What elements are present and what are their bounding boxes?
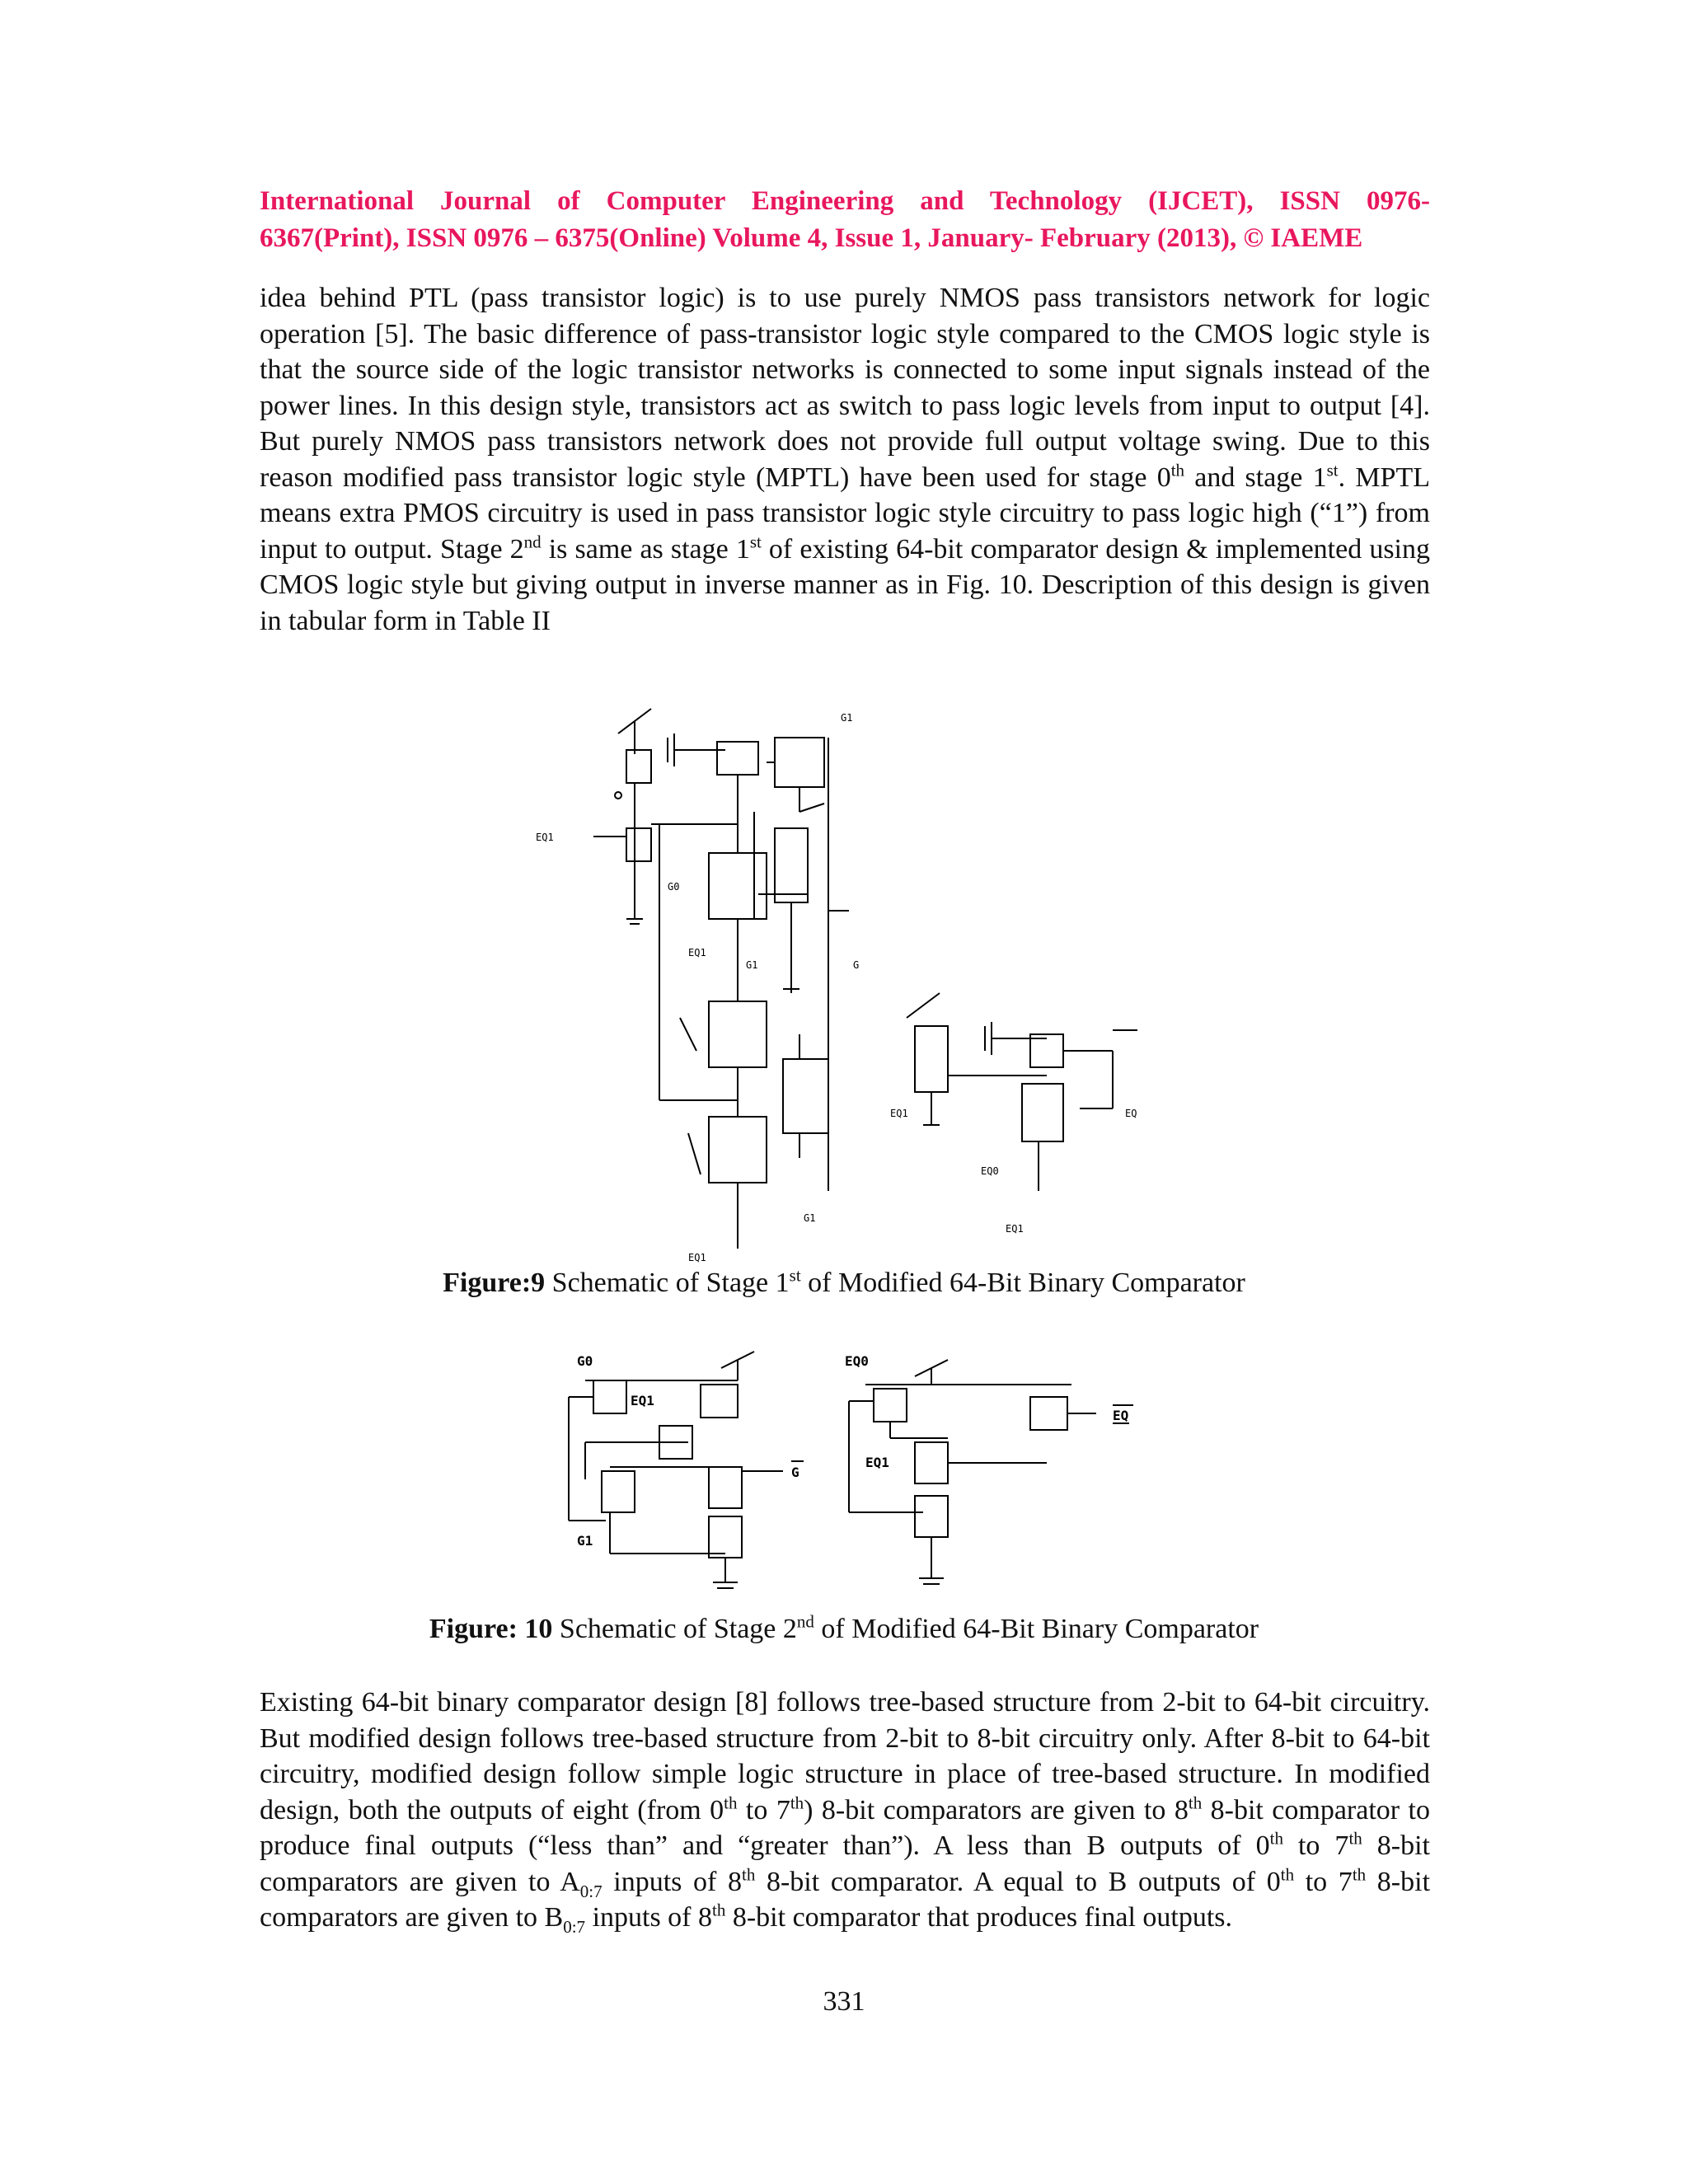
caption-text: of Modified 64-Bit Binary Comparator: [814, 1614, 1259, 1644]
figure-9-caption: [0, 1265, 1688, 1299]
caption-bold: Figure:9: [443, 1268, 546, 1298]
caption-text: Schematic of Stage 2: [552, 1614, 797, 1644]
caption-text: of Modified 64-Bit Binary Comparator: [800, 1268, 1245, 1298]
figure-10-caption: [0, 1611, 1688, 1645]
p2-text: 8-bit comparator. A equal to B outputs of 0: [755, 1866, 1281, 1897]
p2-text: 8-bit comparator to produce final outputs (“less than” and “greater than”). A less than B outputs of 0: [260, 1794, 1430, 1861]
p1-sup: st: [1326, 460, 1339, 480]
fig10-label-eq0: EQ0: [845, 1353, 869, 1369]
p2-sup: th: [1280, 1864, 1295, 1885]
header-line-2: 6367(Print), ISSN 0976 – 6375(Online) Volume 4, Issue 1, January- February (2013), © IAEME: [260, 223, 1363, 253]
fig9-label-eq1-right-bottom: EQ1: [1006, 1223, 1024, 1235]
p1-sup: nd: [523, 532, 542, 552]
p1-text: and stage 1: [1184, 462, 1327, 493]
p2-text: 8-bit comparators are given to B: [260, 1866, 1431, 1933]
fig10-label-eq1-b: EQ1: [865, 1455, 889, 1470]
fig10-label-g0: G0: [577, 1353, 593, 1369]
p2-text: inputs of 8: [602, 1866, 742, 1897]
page-number: 331: [823, 1986, 865, 2017]
body-paragraph-2: [260, 1685, 1430, 1936]
figure-10-schematic: [536, 1347, 1162, 1599]
p2-text: 8-bit comparators are given to A: [260, 1830, 1431, 1897]
fig9-label-g-out: G: [853, 959, 860, 971]
fig10-label-g-bar: G: [791, 1465, 799, 1480]
p2-sup: th: [1269, 1828, 1283, 1849]
figure-9-schematic: [536, 705, 1162, 1265]
p2-text: inputs of 8: [585, 1902, 713, 1933]
journal-header: [260, 183, 1430, 257]
fig9-label-eq-out: EQ: [1125, 1108, 1137, 1119]
caption-sup: nd: [796, 1611, 814, 1632]
fig9-label-eq1-right: EQ1: [890, 1108, 908, 1119]
p1-text: idea behind PTL (pass transistor logic) is to use purely NMOS pass transistors network for logic operation [5]. The basic difference of pass-transistor logic style compared to the CMOS logic style is that the source side of the logic transistor networks is connected to some input signals instead of the power lines. In this design style, transistors act as switch to pass logic levels from input to output [4]. But purely NMOS pass transistors network does not provide full output voltage swing. Due to this reason modified pass transistor logic style (MPTL) have been used for stage 0: [260, 283, 1430, 493]
p2-sup: th: [1348, 1828, 1362, 1849]
fig9-label-eq0: EQ0: [981, 1165, 999, 1177]
p2-sup: th: [1188, 1793, 1203, 1813]
p2-text: Existing 64-bit binary comparator design [8] follows tree-based structure from 2-bit to 64-bit circuitry. But modified design follows tree-based structure from 2-bit to 8-bit circuitry only. After 8-bit to 64-bit circuitry, modified design follow simple logic structure in place of tree-based structure. In modified design, both the outputs of eight (from 0: [260, 1687, 1430, 1825]
p1-sup: th: [1170, 460, 1185, 480]
fig10-label-eq1-a: EQ1: [631, 1393, 654, 1408]
p2-text: to 7: [1282, 1830, 1349, 1861]
caption-text: Schematic of Stage 1: [545, 1268, 790, 1298]
caption-sup: st: [789, 1265, 801, 1286]
p2-text: 8-bit comparator that produces final outputs.: [725, 1902, 1233, 1933]
fig9-label-g0: G0: [668, 881, 680, 893]
p2-sup: th: [741, 1864, 756, 1885]
p2-text: ) 8-bit comparators are given to 8: [804, 1794, 1189, 1825]
fig9-label-g1-top: G1: [841, 712, 853, 724]
p2-sup: th: [712, 1900, 726, 1920]
p2-sup: th: [790, 1793, 804, 1813]
fig10-label-eq-bar: EQ: [1113, 1408, 1129, 1423]
p1-text: of existing 64-bit comparator design & implemented using CMOS logic style but giving output in inverse manner as in Fig. 10. Description of this design is given in tabular form in Table II: [260, 533, 1430, 636]
p1-text: . MPTL means extra PMOS circuitry is used in pass transistor logic style circuitry to pass logic high (“1”) from input to output. Stage 2: [260, 462, 1431, 565]
fig9-label-g1-mid: G1: [746, 959, 758, 971]
fig9-label-eq1-mid: EQ1: [688, 947, 706, 958]
fig9-label-g1-bottom: G1: [804, 1212, 816, 1224]
fig10-label-g1: G1: [577, 1533, 593, 1549]
p2-sup: th: [724, 1793, 738, 1813]
p2-text: to 7: [737, 1794, 790, 1825]
body-paragraph-1: [260, 280, 1430, 639]
p1-sup: st: [749, 532, 762, 552]
header-line-1: International Journal of Computer Engineering and Technology (IJCET), ISSN 0976-: [260, 186, 1430, 216]
p1-text: is same as stage 1: [541, 533, 750, 565]
caption-bold: Figure: 10: [429, 1614, 553, 1644]
p2-sub: 0:7: [579, 1881, 603, 1901]
p2-sup: th: [1352, 1864, 1367, 1885]
p2-sub: 0:7: [563, 1916, 586, 1937]
p2-text: to 7: [1294, 1866, 1353, 1897]
fig9-label-eq1-left: EQ1: [536, 832, 554, 843]
fig9-label-eq1-bottom: EQ1: [688, 1252, 706, 1263]
